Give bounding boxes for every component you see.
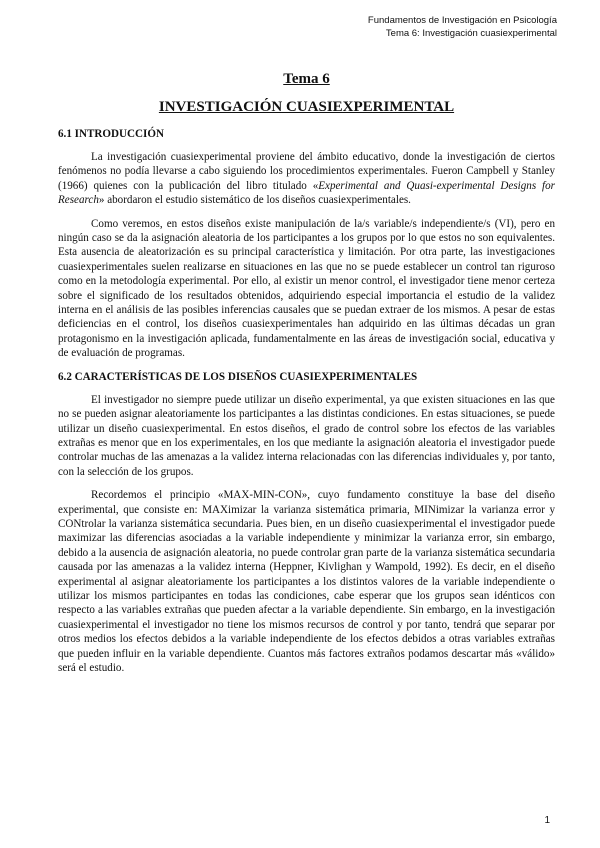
section-heading-caracteristicas: 6.2 CARACTERÍSTICAS DE LOS DISEÑOS CUASIEXPERIMENTALES bbox=[58, 370, 418, 383]
header-topic-title: Tema 6: Investigación cuasiexperimental bbox=[385, 28, 557, 39]
paragraph: Como veremos, en estos diseños existe manipulación de la/s variable/s independiente/s (VI), pero en ningún caso se da la asignación aleatoria de los participantes a los grupos por lo que estos no son equivalentes. Esta ausencia de aleatorización es su principal característica y limitación. Por otra parte, las investigaciones cuasiexperimentales suelen realizarse en situaciones en las que no se puede establecer un control tan riguroso como en la metodología experimental. Por ello, al existir un menor control, el investigador tiene menor certeza sobre el significado de los resultados obtenidos, adquiriendo especial importancia el estudio de la validez interna en el análisis de las posibles inferencias causales que se puedan extraer de los mismos. A pesar de estas deficiencias en el control, los diseños cuasiexperimentales han adquirido en las últimas décadas un gran protagonismo en la investigación aplicada, fundamentalmente en las áreas de investigación social, educativa y de evaluación de programas. bbox=[58, 217, 555, 360]
header-course-title: Fundamentos de Investigación en Psicología bbox=[367, 15, 557, 26]
paragraph: El investigador no siempre puede utilizar un diseño experimental, ya que existen situaciones en las que no se pueden asignar aleatoriamente los participantes a las distintas condiciones. En estas situaciones, se puede utilizar un diseño cuasiexperimental. En estos diseños, el grado de control sobre los efectos de las variables extrañas es menor que en los experimentales, en los que mediante la asignación aleatoria el investigador puede controlar muchas de las amenazas a la validez interna relacionadas con las diferencias individuales y, por tanto, con la selección de los grupos. bbox=[58, 393, 555, 478]
book-title: Experimental and Quasi-experimental Designs for Research bbox=[58, 179, 555, 207]
chapter-title: INVESTIGACIÓN CUASIEXPERIMENTAL bbox=[158, 99, 455, 115]
running-header bbox=[368, 14, 557, 40]
paragraph: Recordemos el principio «MAX-MIN-CON», cuyo fundamento constituye la base del diseño experimental, que consiste en: MAXimizar la varianza sistemática primaria, MINimizar la varianza error y CONtrolar la varianza sistemática secundaria. Pues bien, en un diseño cuasiexperimental el investigador puede maximizar las diferencias asociadas a la variable independiente y minimizar la varianza error, sin embargo, debido a la ausencia de asignación aleatoria, no puede controlar gran parte de la varianza sistemática secundaria causada por las amenazas a la validez interna (Heppner, Kivlighan y Wampold, 1992). Es decir, en el diseño experimental al asignar aleatoriamente los participantes a los distintos valores de la variable independiente o utilizar los mismos participantes en todas las condiciones, cabe esperar que los grupos sean idénticos con respecto a las variables extrañas que pueden afectar a la variable dependiente. Sin embargo, en la investigación cuasiexperimental el investigador no tiene los mismos recursos de control y por tanto, tendrá que separar por otros medios los efectos debidos a la variable independiente de los efectos debidos a otras variables extrañas que pueden influir en la variable dependiente. Cuantos más factores extraños podamos descartar más «válido» será el estudio. bbox=[58, 489, 555, 674]
section-heading-introduccion: 6.1 INTRODUCCIÓN bbox=[58, 128, 165, 140]
paragraph bbox=[58, 150, 555, 208]
chapter-label: Tema 6 bbox=[283, 71, 330, 87]
document-body bbox=[58, 70, 555, 684]
paragraph-text: » abordaron el estudio sistemático de los diseños cuasiexperimentales. bbox=[98, 194, 411, 207]
paragraph-text: La investigación cuasiexperimental proviene del ámbito educativo, donde la investigación de ciertos fenómenos no podía llevarse a cabo siguiendo los procedimientos experimentales. Fueron Campbell y Stanley (1966) quienes con la publicación del libro titulado « bbox=[58, 151, 555, 192]
page-number: 1 bbox=[544, 815, 550, 826]
